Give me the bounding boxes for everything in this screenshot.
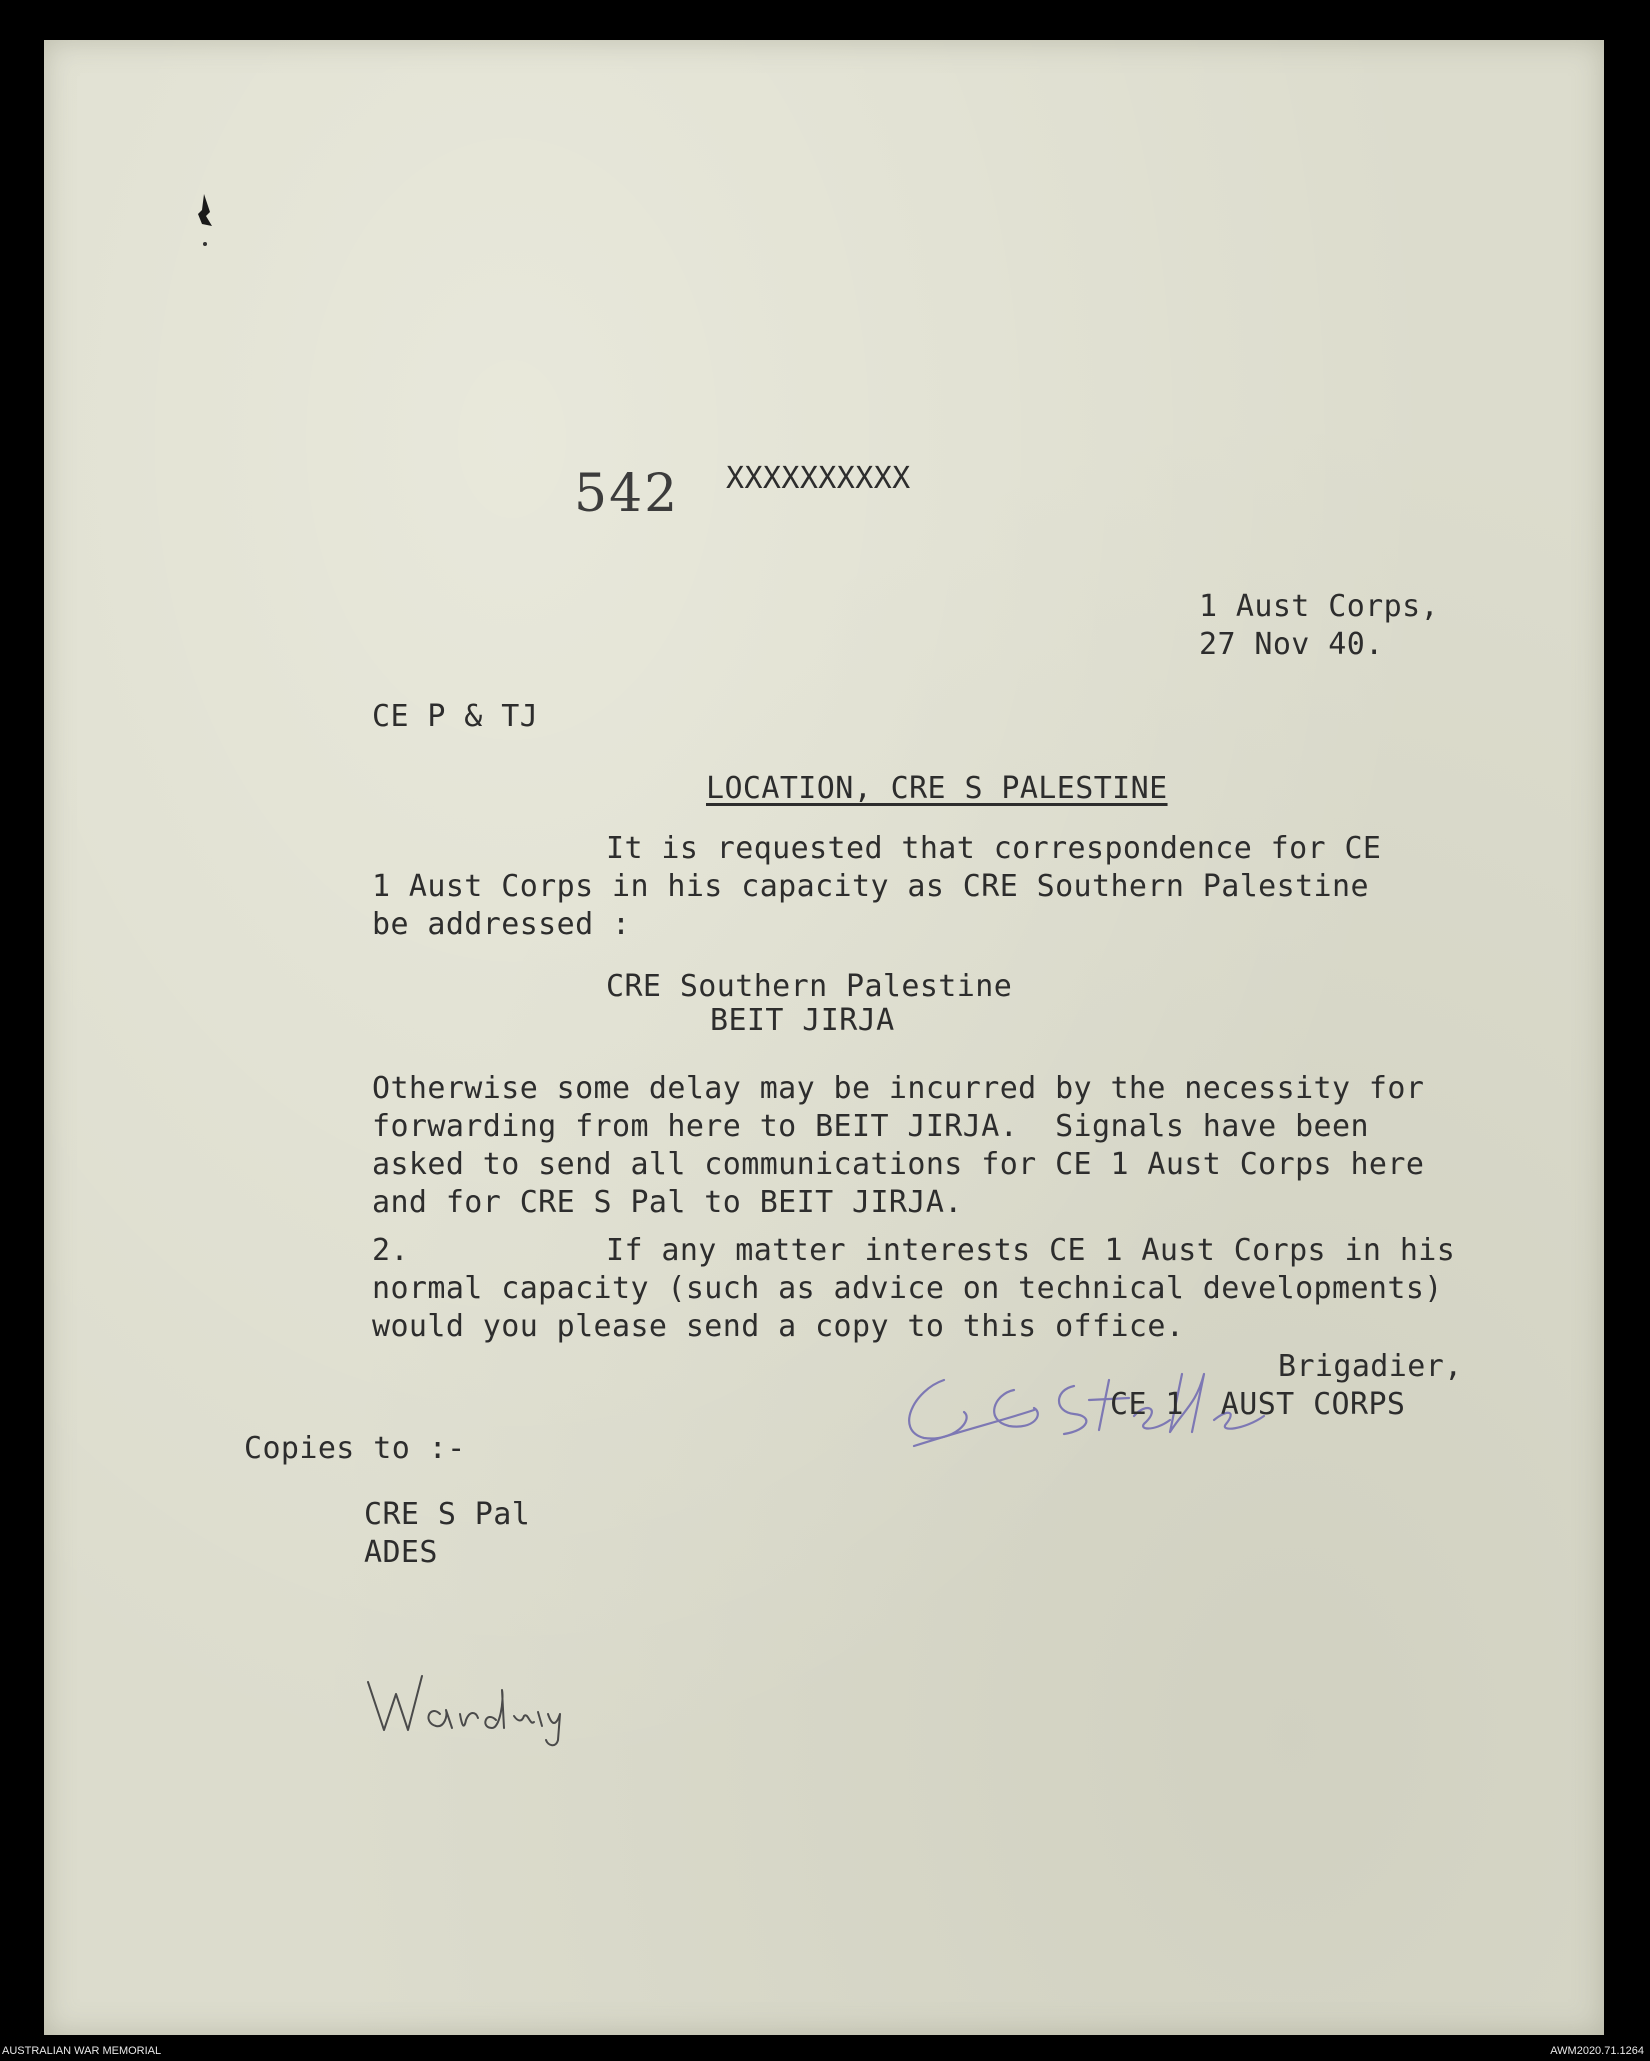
copy-recipient-2: ADES [364,1535,438,1570]
sender-date: 27 Nov 40. [1199,627,1384,662]
para3-line-1: If any matter interests CE 1 Aust Corps in his [606,1233,1456,1268]
para2-line-4: and for CRE S Pal to BEIT JIRJA. [372,1185,963,1220]
pin-hole-mark [190,190,220,250]
footer-institution: AUSTRALIAN WAR MEMORIAL [2,2045,162,2057]
para2-line-3: asked to send all communications for CE 1 Aust Corps here [372,1147,1425,1182]
sender-line-1: 1 Aust Corps, [1199,589,1439,624]
copy-recipient-1: CRE S Pal [364,1497,531,1532]
para2-line-1: Otherwise some delay may be incurred by the necessity for [372,1071,1425,1106]
signatory-title: CE 1 AUST CORPS [1110,1387,1406,1422]
document-page [44,40,1604,2035]
para3-line-2: normal capacity (such as advice on technical developments) [372,1271,1443,1306]
para3-line-3: would you please send a copy to this office. [372,1309,1185,1344]
document-number: 542 [574,464,680,524]
addressee: CE P & TJ [372,699,539,734]
para1-line-1: It is requested that correspondence for CE [606,831,1382,866]
para1-line-2: 1 Aust Corps in his capacity as CRE Southern Palestine [372,869,1369,904]
para3-number: 2. [372,1233,409,1268]
handwritten-note [362,1660,582,1750]
subject-heading: LOCATION, CRE S PALESTINE [706,771,1168,806]
para2-line-2: forwarding from here to BEIT JIRJA. Signals have been [372,1109,1369,1144]
struck-out-reference: XXXXXXXXXX [726,461,911,496]
address-line-2: BEIT JIRJA [710,1003,895,1038]
footer-accession-number: AWM2020.71.1264 [1550,2045,1644,2057]
para1-line-3: be addressed : [372,907,631,942]
signatory-rank: Brigadier, [1278,1349,1463,1384]
copies-heading: Copies to :- [244,1431,466,1466]
address-line-1: CRE Southern Palestine [606,969,1013,1004]
